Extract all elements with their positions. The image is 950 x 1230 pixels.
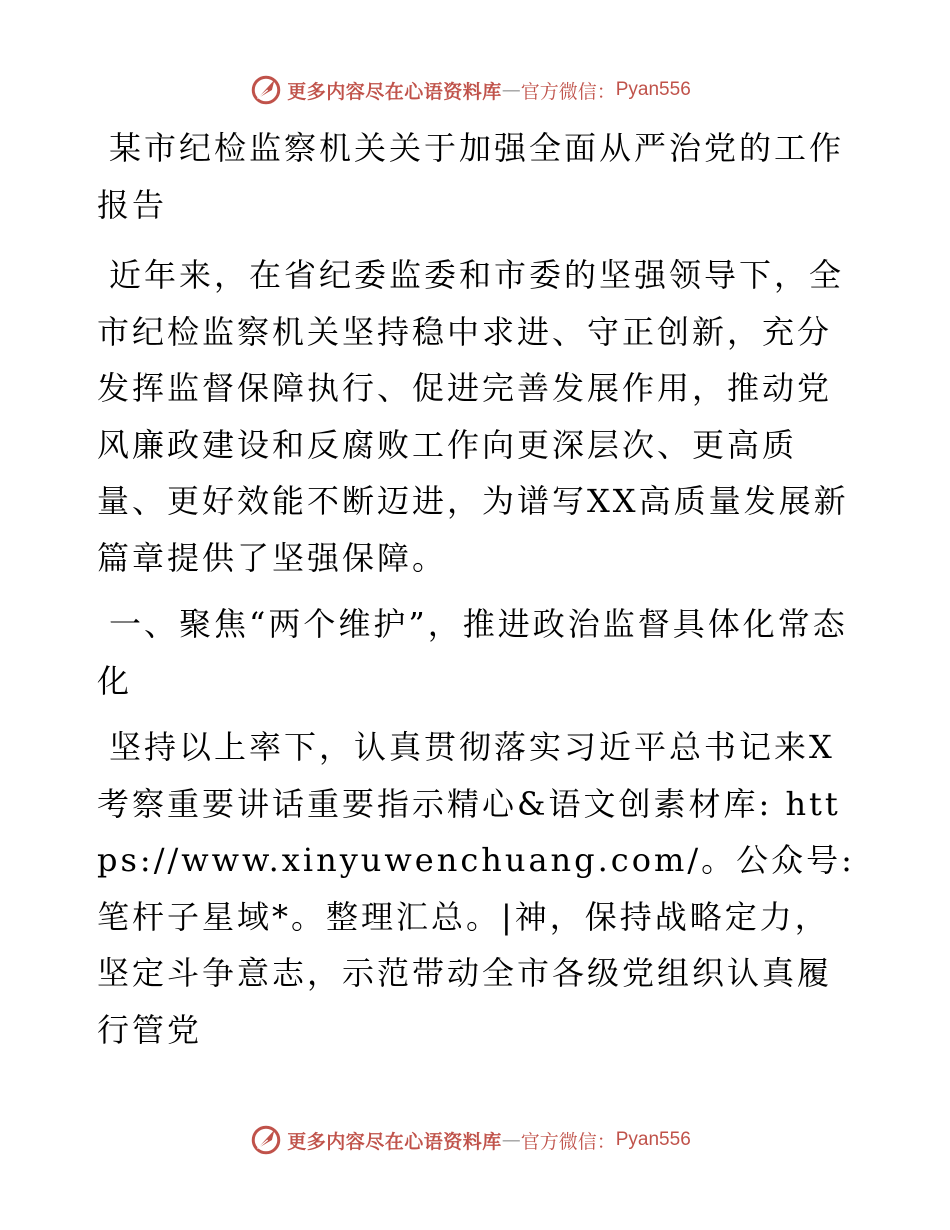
- watermark-id: Pyan556: [615, 1129, 691, 1150]
- watermark-main-text: 更多内容尽在心语资料库: [287, 1130, 502, 1153]
- footer-watermark: [0, 1120, 950, 1160]
- watermark-separator: —: [501, 79, 521, 101]
- watermark-sub-text: 官方微信：: [520, 1130, 616, 1153]
- header-watermark: [0, 70, 950, 110]
- document-body: [97, 120, 857, 1068]
- watermark-separator: —: [501, 1129, 521, 1151]
- quill-logo-icon: [249, 1123, 283, 1157]
- quill-logo-icon: [249, 73, 283, 107]
- paragraph-section-1: 坚持以上率下，认真贯彻落实习近平总书记来X考察重要讲话重要指示精心&语文创素材库: https://www.xinyuwenchuang.com/。公众号: 笔杆子星域*。整理汇总。|神，保持战略定力，坚定斗争意志，示范带动全市各级党组织认真履行管党: [97, 728, 855, 1049]
- watermark-sub-text: 官方微信：: [520, 80, 616, 103]
- paragraph-intro: 近年来，在省纪委监委和市委的坚强领导下，全市纪检监察机关坚持稳中求进、守正创新，充分发挥监督保障执行、促进完善发展作用，推动党风廉政建设和反腐败工作向更深层次、更高质量、更好效能不断迈进，为谱写XX高质量发展新篇章提供了坚强保障。: [97, 256, 849, 577]
- watermark-id: Pyan556: [615, 79, 691, 100]
- watermark-main-text: 更多内容尽在心语资料库: [287, 80, 502, 103]
- document-title: 某市纪检监察机关关于加强全面从严治党的工作报告: [97, 129, 845, 224]
- section-heading-1: 一、聚焦“两个维护”，推进政治监督具体化常态化: [97, 605, 848, 700]
